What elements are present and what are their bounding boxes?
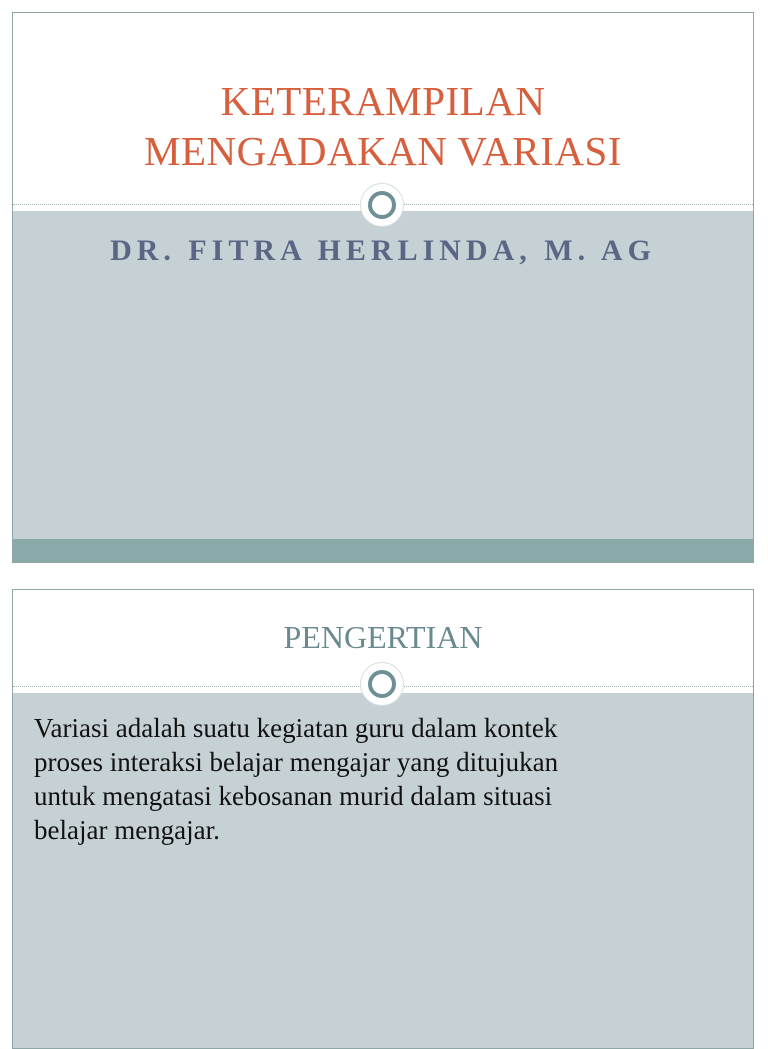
title-header — [13, 13, 753, 205]
footer-band — [13, 539, 753, 563]
slide-title — [13, 76, 753, 176]
body-line: Variasi adalah suatu kegiatan guru dalam kontek — [34, 713, 558, 743]
ring-ornament-icon — [361, 663, 403, 705]
title-line-2: MENGADAKAN VARIASI — [144, 128, 622, 174]
definition-paragraph — [34, 711, 734, 847]
author-subtitle: DR. FITRA HERLINDA, M. AG — [110, 234, 656, 267]
content-slide — [12, 589, 754, 1049]
body-line: proses interaksi belajar mengajar yang ditujukan — [34, 747, 559, 777]
ring-ornament-icon — [361, 184, 403, 226]
title-line-1: KETERAMPILAN — [220, 78, 546, 124]
body-line: untuk mengatasi kebosanan murid dalam situasi — [34, 781, 553, 811]
body-line: belajar mengajar. — [34, 815, 220, 845]
title-slide — [12, 12, 754, 563]
slide-heading: PENGERTIAN — [283, 619, 483, 655]
